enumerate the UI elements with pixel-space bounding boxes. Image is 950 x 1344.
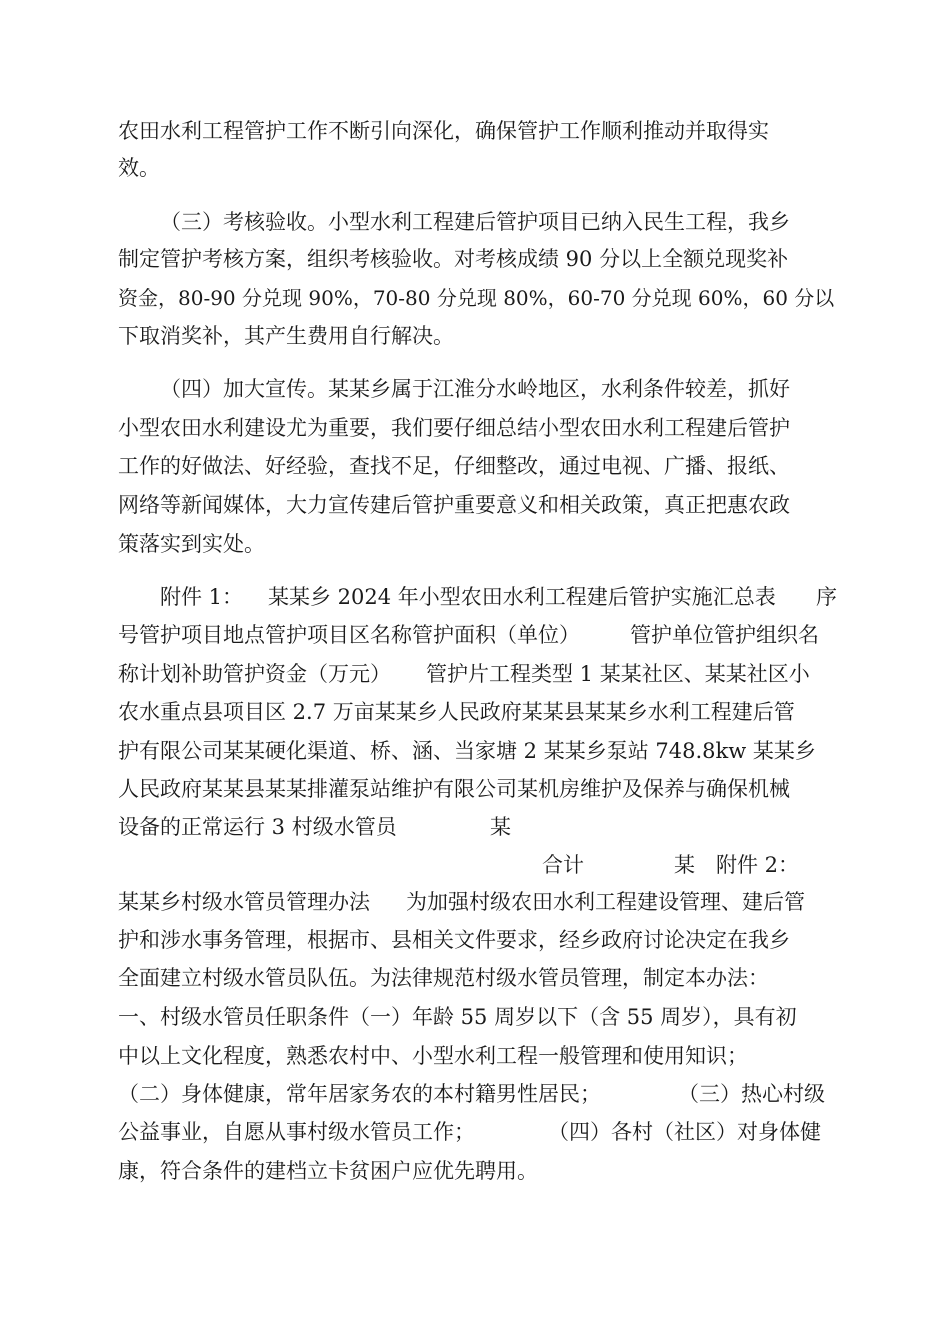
text-line [118, 582, 838, 612]
text-line: 农水重点县项目区 2.7 万亩某某乡人民政府某某县某某乡水利工程建后管 [118, 700, 795, 724]
text-line: 制定管护考核方案，组织考核验收。对考核成绩 90 分以上全额兑现奖补 [118, 247, 789, 271]
attachment-1-title: 某某乡 2024 年小型农田水利工程建后管护实施汇总表 [268, 585, 776, 609]
text-segment: 管护片工程类型 1 某某社区、某某社区小 [426, 662, 810, 686]
text-line [118, 620, 838, 650]
text-line: 人民政府某某县某某排灌泵站维护有限公司某机房维护及保养与确保机械 [118, 777, 790, 801]
text-segment: （四）各村（社区）对身体健 [548, 1120, 821, 1144]
text-segment: 某 [490, 815, 511, 839]
text-line [118, 659, 838, 689]
text-segment: 称计划补助管护资金（万元） [118, 662, 391, 686]
text-line: 资金，80-90 分兑现 90%，70-80 分兑现 80%，60-70 分兑现 60%，60 分以 [118, 286, 835, 310]
text-line [118, 1117, 838, 1147]
text-line: （四）加大宣传。某某乡属于江淮分水岭地区，水利条件较差，抓好 [160, 377, 790, 401]
text-segment: 某 [674, 853, 695, 877]
text-line [118, 850, 838, 880]
text-segment: 公益事业，自愿从事村级水管员工作； [118, 1120, 475, 1144]
text-line: 一、村级水管员任职条件（一）年龄 55 周岁以下（含 55 周岁），具有初 [118, 1005, 797, 1029]
text-segment: （三）热心村级 [678, 1082, 825, 1106]
text-segment: （二）身体健康，常年居家务农的本村籍男性居民； [118, 1082, 601, 1106]
text-segment: 管护单位管护组织名 [630, 623, 819, 647]
total-label: 合计 [542, 853, 584, 877]
text-segment: 为加强村级农田水利工程建设管理、建后管 [406, 890, 805, 914]
text-line: 康，符合条件的建档立卡贫困户应优先聘用。 [118, 1159, 538, 1183]
text-line: 护和涉水事务管理，根据市、县相关文件要求，经乡政府讨论决定在我乡 [118, 928, 790, 952]
text-line: 护有限公司某某硬化渠道、桥、涵、当家塘 2 某某乡泵站 748.8kw 某某乡 [118, 739, 816, 763]
text-line: 策落实到实处。 [118, 532, 265, 556]
text-line: 中以上文化程度，熟悉农村中、小型水利工程一般管理和使用知识； [118, 1044, 748, 1068]
attachment-1-label: 附件 1： [160, 585, 244, 609]
attachment-2-title: 某某乡村级水管员管理办法 [118, 890, 370, 914]
text-segment: 号管护项目地点管护项目区名称管护面积（单位） [118, 623, 580, 647]
attachment-2-label: 附件 2： [716, 853, 800, 877]
text-line: 农田水利工程管护工作不断引向深化，确保管护工作顺利推动并取得实 [118, 119, 769, 143]
text-segment: 设备的正常运行 3 村级水管员 [118, 815, 397, 839]
text-segment: 序 [816, 585, 837, 609]
text-line: 下取消奖补，其产生费用自行解决。 [118, 324, 454, 348]
text-line: （三）考核验收。小型水利工程建后管护项目已纳入民生工程，我乡 [160, 210, 790, 234]
text-line: 全面建立村级水管员队伍。为法律规范村级水管员管理，制定本办法： [118, 966, 769, 990]
text-line: 工作的好做法、好经验，查找不足，仔细整改，通过电视、广播、报纸、 [118, 454, 790, 478]
text-line: 网络等新闻媒体，大力宣传建后管护重要意义和相关政策，真正把惠农政 [118, 493, 790, 517]
text-line [118, 812, 838, 842]
text-line [118, 1079, 838, 1109]
text-line: 效。 [118, 156, 160, 180]
text-line: 小型农田水利建设尤为重要，我们要仔细总结小型农田水利工程建后管护 [118, 416, 790, 440]
text-line [118, 887, 838, 917]
